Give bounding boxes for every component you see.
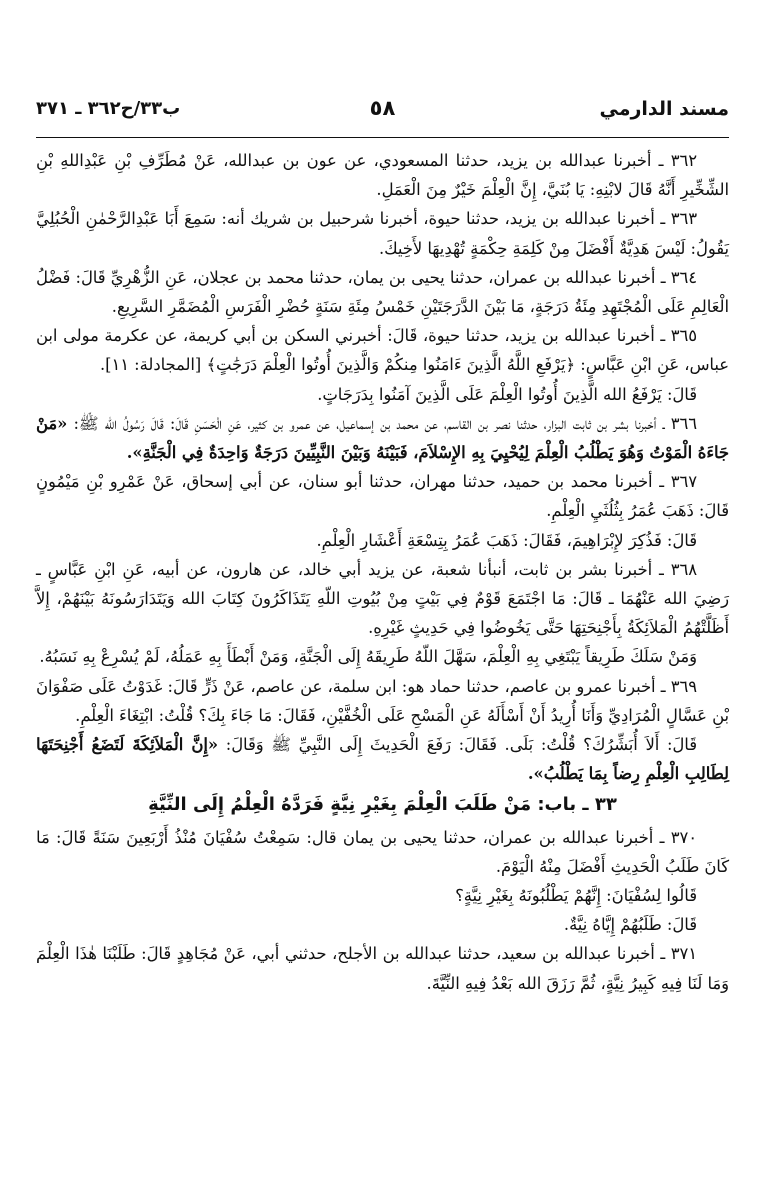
hadith-367-comment: قَالَ: فَذُكِرَ لإِبْرَاهِيمَ، فَقَالَ: ذَهَبَ عُمَرُ بِتِسْعَةِ أَعْشَارِ الْعِلْمِ. [316, 530, 697, 550]
hadith-366-chain: ٣٦٦ ـ أخبرنا بشر بن ثابت البزار، حدثنا نصر بن القاسم، عن محمد بن إسماعيل، عن عمرو بن كثير، عَنِ الْحَسَنِ قَالَ: قَالَ رَسُولُ الله ﷺ: [73, 413, 697, 433]
hadith-369-matn: «إِنَّ الْمَلاَئِكَةَ لَتَضَعُ أَجْنِحَتَهَا لِطَالِبِ الْعِلْمِ رِضاً بِمَا يَطْلُبُ». [36, 735, 729, 784]
hadith-366-matn: «مَنْ جَاءَهُ الْمَوْتُ وَهُوَ يَطْلُبُ الْعِلْمَ لِيُحْيِيَ بِهِ الإِسْلاَمَ، فَبَيْنَهُ وَبَيْنَ النَّبِيِّينَ دَرَجَةٌ وَاحِدَةٌ فِي الْجَنَّةِ». [36, 413, 729, 463]
hadith-371: ٣٧١ ـ أخبرنا عبدالله بن سعيد، حدثنا عبدالله بن الأجلح، حدثني أبي، عَنْ مُجَاهِدٍ قَالَ: طَلَبْنَا هٰذَا الْعِلْمَ وَمَا لَنَا فِيهِ كَبِيرُ نِيَّةٍ، ثُمَّ رَزَقَ الله بَعْدُ فِيهِ النِّيَّةَ. [36, 944, 729, 993]
page-number: ٥٨ [369, 96, 396, 120]
hadith-367: ٣٦٧ ـ أخبرنا محمد بن حميد، حدثنا مهران، حدثنا أبو سنان، عن أبي إسحاق، عَنْ عَمْرِو بْنِ مَيْمُونٍ قَالَ: ذَهَبَ عُمَرُ بِثُلُثَيِ الْعِلْمِ. [36, 472, 729, 521]
hadith-370: ٣٧٠ ـ أخبرنا عبدالله بن عمران، حدثنا يحيى بن يمان قال: سَمِعْتُ سُفْيَانَ مُنْذُ أَرْبَعِينَ سَنَةً قَالَ: مَا كَانَ طَلَبُ الْحَدِيثِ أَفْضَلَ مِنْهُ الْيَوْمَ. [36, 827, 729, 876]
hadith-363: ٣٦٣ ـ أخبرنا عبدالله بن يزيد، حدثنا حيوة، أخبرنا شرحبيل بن شريك أنه: سَمِعَ أَبَا عَبْدِالرَّحْمٰنِ الْحُبُلِيَّ يَقُولُ: لَيْسَ هَدِيَّةٌ أَفْضَلَ مِنْ كَلِمَةِ حِكْمَةٍ تُهْدِيهَا لأَخِيكَ. [36, 209, 729, 258]
chapter-title: ٣٣ ـ باب: مَنْ طَلَبَ الْعِلْمَ بِغَيْرِ نِيَّةٍ فَرَدَّهُ الْعِلْمُ إِلَى النِّيَّةِ [148, 794, 617, 816]
hadith-369-continuation [36, 730, 729, 788]
header-rule [36, 137, 729, 138]
page-body [36, 146, 729, 998]
hadith-366-isnad [36, 409, 729, 467]
page-header [36, 92, 729, 132]
hadith-370-answer: قَالَ: طَلَبُهُمْ إِيَّاهُ نِيَّةٌ. [563, 915, 697, 935]
book-title: مسند الدارمي [599, 98, 729, 120]
hadith-369: ٣٦٩ ـ أخبرنا عمرو بن عاصم، حدثنا حماد هو: ابن سلمة، عن عاصم، عَنْ ذَرٍّ قَالَ: غَدَوْتُ عَلَى صَفْوَانَ بْنِ عَسَّالٍ الْمُرَادِيِّ وَأَنَا أُرِيدُ أَنْ أَسْأَلَهُ عَنِ الْمَسْحِ عَلَى الْخُفَّيْنِ، فَقَالَ: مَا جَاءَ بِكَ؟ قُلْتُ: ابْتِغَاءَ الْعِلْمِ. [36, 676, 729, 725]
hadith-368-continuation: وَمَنْ سَلَكَ طَرِيقاً يَبْتَغِي بِهِ الْعِلْمَ، سَهَّلَ اللّهُ طَرِيقَهُ إِلَى الْجَنَّةِ، وَمَنْ أَبْطَأَ بِهِ عَمَلُهُ، لَمْ يُسْرِعْ بِهِ نَسَبُهُ. [39, 647, 697, 667]
hadith-369-dialogue: قَالَ: أَلاَ أُبَشِّرُكَ؟ قُلْتُ: بَلَى. فَقَالَ: رَفَعَ الْحَدِيثَ إِلَى النَّبِيِّ ﷺ وَقَالَ: [225, 735, 697, 755]
hadith-368: ٣٦٨ ـ أخبرنا بشر بن ثابت، أنبأنا شعبة، عن يزيد أبي خالد، عن هارون، عن أبيه، عَنِ ابْنِ عَبَّاسٍ ـ رَضِيَ الله عَنْهُمَا ـ قَالَ: مَا اجْتَمَعَ قَوْمٌ فِي بَيْتٍ مِنْ بُيُوتِ اللّهِ يَتَذَاكَرُونَ كِتَابَ الله وَيَتَدَارَسُونَهُ بَيْنَهُمْ، إِلاَّ أَظَلَّتْهُمُ الْمَلاَئِكَةُ بِأَجْنِحَتِهَا حَتَّى يَخُوضُوا فِي حَدِيثٍ غَيْرِهِ. [36, 559, 729, 638]
hadith-370-question: قَالُوا لِسُفْيَانَ: إِنَّهُمْ يَطْلُبُونَهُ بِغَيْرِ نِيَّةٍ؟ [455, 886, 697, 906]
hadith-365-comment: قَالَ: يَرْفَعُ الله الَّذِينَ أُوتُوا الْعِلْمَ عَلَى الَّذِينَ آمَنُوا بِدَرَجَاتٍ. [317, 384, 697, 404]
hadith-365: ٣٦٥ ـ أخبرنا عبدالله بن يزيد، حدثنا حيوة، قَالَ: أخبرني السكن بن أبي كريمة، عن عكرمة مولى ابن عباس، عَنِ ابْنِ عَبَّاسٍ: ﴿يَرْفَعِ اللَّهُ الَّذِينَ ءَامَنُوا مِنكُمْ وَالَّذِينَ أُوتُوا الْعِلْمَ دَرَجَٰتٍ﴾ [المجادلة: ١١]. [36, 326, 729, 375]
hadith-364: ٣٦٤ ـ أخبرنا عبدالله بن عمران، حدثنا يحيى بن يمان، حدثنا محمد بن عجلان، عَنِ الزُّهْرِيِّ قَالَ: فَضْلُ الْعَالِمِ عَلَى الْمُجْتَهِدِ مِئَةُ دَرَجَةٍ، مَا بَيْنَ الدَّرَجَتَيْنِ خَمْسُ مِئَةِ سَنَةٍ حُضْرِ الْفَرَسِ الْمُضَمَّرِ السَّرِيعِ. [36, 267, 729, 317]
hadith-range: ب٣٣/ح٣٦٢ ـ ٣٧١ [36, 98, 181, 119]
hadith-362: ٣٦٢ ـ أخبرنا عبدالله بن يزيد، حدثنا المسعودي، عن عون بن عبدالله، عَنْ مُطَرِّفِ بْنِ عَبْدِاللهِ بْنِ الشِّخِّيرِ أَنَّهُ قَالَ لابْنِهِ: يَا بُنَيَّ، إِنَّ الْعِلْمَ خَيْرٌ مِنَ الْعَمَلِ. [36, 151, 729, 200]
